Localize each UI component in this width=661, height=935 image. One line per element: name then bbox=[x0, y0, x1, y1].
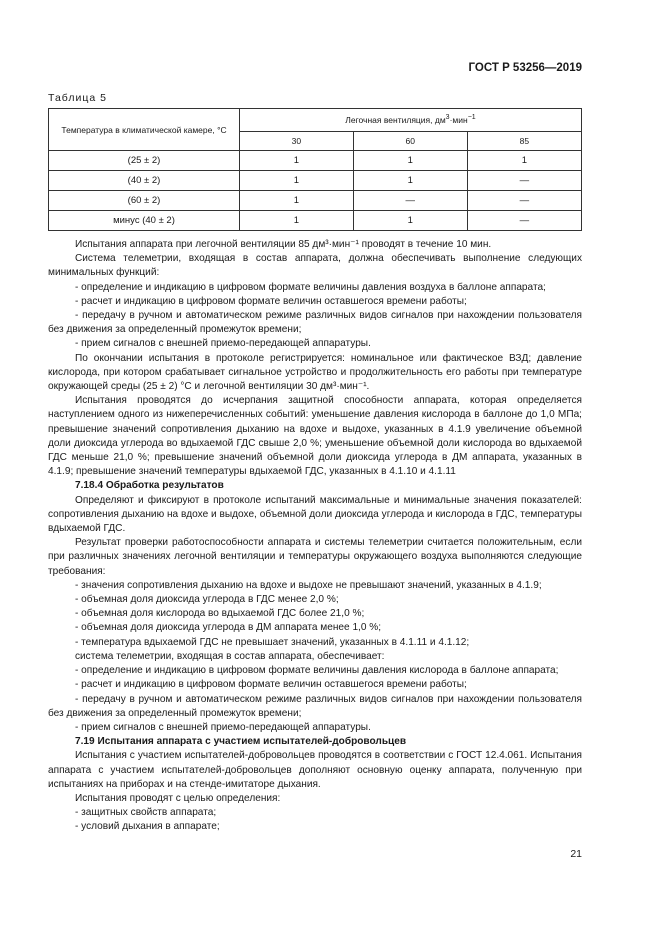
paragraph: - прием сигналов с внешней приемо-передающей аппаратуры. bbox=[75, 338, 371, 350]
table-header-temperature: Температура в климатической камере, °С bbox=[49, 109, 240, 151]
paragraph: - определение и индикацию в цифровом формате величины давления воздуха в баллоне аппарата; bbox=[75, 281, 546, 293]
paragraph: система телеметрии, входящая в состав аппарата, обеспечивает: bbox=[75, 650, 385, 662]
table-subheader-cell: 60 bbox=[353, 132, 467, 151]
table-cell: 1 bbox=[240, 211, 354, 231]
table-cell: — bbox=[467, 171, 581, 191]
table-row bbox=[49, 211, 582, 231]
table-cell: 1 bbox=[467, 151, 581, 171]
table-cell: (40 ± 2) bbox=[49, 171, 240, 191]
section-heading: 7.18.4 Обработка результатов bbox=[75, 480, 224, 492]
paragraph: - прием сигналов с внешней приемо-передающей аппаратуры. bbox=[75, 721, 371, 733]
table-cell: 1 bbox=[353, 211, 467, 231]
table-cell: — bbox=[353, 191, 467, 211]
paragraph: - передачу в ручном и автоматическом режиме различных видов сигналов при нахождении пользователя без движения за определенный промежуток времени; bbox=[48, 310, 582, 336]
paragraph: - условий дыхания в аппарате; bbox=[75, 821, 220, 833]
table-cell: 1 bbox=[240, 191, 354, 211]
table-subheader-cell: 85 bbox=[467, 132, 581, 151]
table-cell: — bbox=[467, 191, 581, 211]
table-cell: 1 bbox=[353, 151, 467, 171]
table-cell: 1 bbox=[240, 151, 354, 171]
table-row bbox=[49, 191, 582, 211]
ventilation-sup-minus1: −1 bbox=[467, 114, 476, 121]
paragraph: Испытания проводятся до исчерпания защитной способности аппарата, которая определяется наступлением одного из нижеперечисленных событий: уменьшение давления кислорода в баллоне до 1,0 МПа; превышение значений сопротивления дыханию на вдохе и выдохе, указанных в 4.1.9 увеличение объемной доли диоксида углерода во вдыхаемой ГДС свыше 2,0 %; уменьшение объемной доли кислорода во вдыхаемой ГДС меньше 21,0 %; превышение значений объемной доли диоксида углерода в ДМ аппарата, указанных в 4.1.9; превышение значений температуры вдыхаемой ГДС, указанных в 4.1.10 и 4.1.11 bbox=[48, 395, 582, 478]
paragraph: - расчет и индикацию в цифровом формате величин оставшегося времени работы; bbox=[75, 295, 467, 307]
table-cell: (60 ± 2) bbox=[49, 191, 240, 211]
paragraph: - температура вдыхаемой ГДС не превышает значений, указанных в 4.1.11 и 4.1.12; bbox=[75, 636, 470, 648]
paragraph: - передачу в ручном и автоматическом режиме различных видов сигналов при нахождении пользователя без движения за определенный промежуток времени; bbox=[48, 693, 582, 719]
standard-id: ГОСТ Р 53256—2019 bbox=[468, 62, 582, 74]
ventilation-unit: ·мин bbox=[449, 115, 468, 125]
paragraph: Испытания аппарата при легочной вентиляции 85 дм³·мин⁻¹ проводят в течение 10 мин. bbox=[75, 239, 492, 250]
page-number: 21 bbox=[570, 848, 582, 860]
table-caption: Таблица 5 bbox=[48, 92, 107, 104]
table-5 bbox=[48, 108, 582, 231]
section-heading: 7.19 Испытания аппарата с участием испытателей-добровольцев bbox=[75, 736, 407, 748]
paragraph: - объемная доля кислорода во вдыхаемой ГДС более 21,0 %; bbox=[75, 608, 365, 620]
paragraph: - объемная доля диоксида углерода в ГДС менее 2,0 %; bbox=[75, 594, 339, 606]
table-cell: — bbox=[467, 211, 581, 231]
table-subheader-cell: 30 bbox=[240, 132, 354, 151]
table-row bbox=[49, 171, 582, 191]
paragraph: - защитных свойств аппарата; bbox=[75, 807, 217, 819]
table-header-ventilation bbox=[240, 109, 582, 132]
paragraph: Система телеметрии, входящая в состав аппарата, должна обеспечивать выполнение следующих минимальных функций: bbox=[48, 253, 582, 279]
paragraph: - определение и индикацию в цифровом формате величины давления кислорода в баллоне аппарата; bbox=[75, 665, 559, 677]
table-row bbox=[49, 151, 582, 171]
table-cell: 1 bbox=[240, 171, 354, 191]
paragraph: Испытания проводят с целью определения: bbox=[75, 792, 281, 804]
paragraph: - значения сопротивления дыханию на вдохе и выдохе не превышают значений, указанных в 4.1.9; bbox=[75, 579, 542, 591]
paragraph: Результат проверки работоспособности аппарата и системы телеметрии считается положительным, если при различных значениях легочной вентиляции и температуры окружающего воздуха выполняются следующие требования: bbox=[48, 537, 582, 577]
paragraph: Испытания с участием испытателей-добровольцев проводятся в соответствии с ГОСТ 12.4.061. Испытания аппарата с участием испытателей-добровольцев дополняют основную оценку аппарата, полученную при испытаниях на приборах и на стенде-имитаторе дыхания. bbox=[48, 750, 582, 790]
paragraph: Определяют и фиксируют в протоколе испытаний максимальные и минимальные значения показателей: сопротивления дыханию на вдохе и выдохе, объемной доли диоксида углерода и кислорода в ГДС, температуры вдыхаемой ГДС. bbox=[48, 494, 582, 535]
ventilation-label: Легочная вентиляция, дм bbox=[345, 115, 446, 125]
paragraph: По окончании испытания в протоколе регистрируется: номинальное или фактическое ВЗД; давление кислорода, при котором срабатывает сигнальное устройство и продолжительность его работы при температуре окружающей среды (25 ± 2) °С и легочной вентиляции 30 дм³·мин⁻¹. bbox=[48, 352, 582, 393]
ventilation-sup-3: 3 bbox=[445, 114, 450, 121]
table-header-row bbox=[49, 109, 582, 132]
paragraph: - расчет и индикацию в цифровом формате величин оставшегося времени работы; bbox=[75, 679, 467, 691]
table-cell: 1 bbox=[353, 171, 467, 191]
table-cell: (25 ± 2) bbox=[49, 151, 240, 171]
paragraph: - объемная доля диоксида углерода в ДМ аппарата менее 1,0 %; bbox=[75, 622, 382, 634]
table-cell: минус (40 ± 2) bbox=[49, 211, 240, 231]
body-text bbox=[48, 238, 582, 835]
